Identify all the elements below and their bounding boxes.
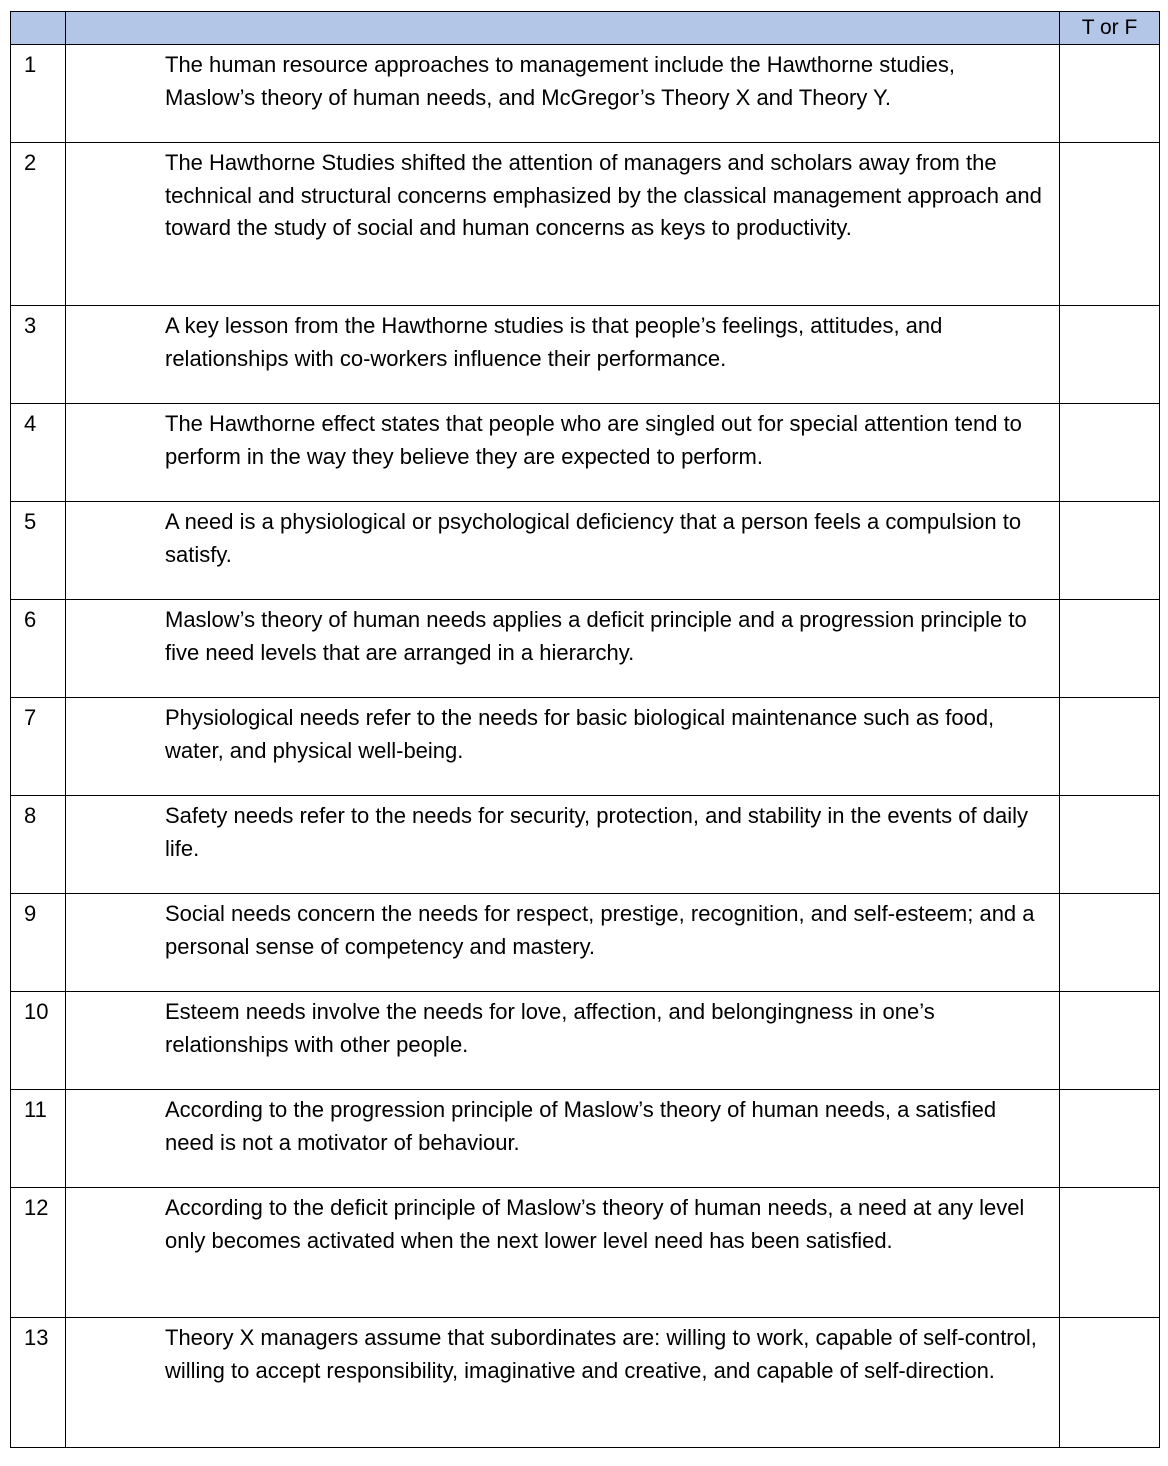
- table-row: [11, 1188, 1160, 1318]
- header-statement-cell: [66, 12, 1060, 45]
- row-number: 12: [11, 1188, 66, 1318]
- statement-text: Maslow’s theory of human needs applies a deficit principle and a progression principle to five need levels that are arranged in a hierarchy.: [66, 600, 1060, 698]
- answer-cell[interactable]: [1060, 1090, 1160, 1188]
- answer-cell[interactable]: [1060, 796, 1160, 894]
- row-number: 8: [11, 796, 66, 894]
- table-row: [11, 45, 1160, 143]
- table-row: [11, 1090, 1160, 1188]
- row-number: 5: [11, 502, 66, 600]
- statement-text: Esteem needs involve the needs for love, affection, and belongingness in one’s relationships with other people.: [66, 992, 1060, 1090]
- table-row: [11, 698, 1160, 796]
- answer-cell[interactable]: [1060, 45, 1160, 143]
- statement-text: The Hawthorne effect states that people who are singled out for special attention tend to perform in the way they believe they are expected to perform.: [66, 404, 1060, 502]
- answer-cell[interactable]: [1060, 992, 1160, 1090]
- answer-cell[interactable]: [1060, 1318, 1160, 1448]
- row-number: 10: [11, 992, 66, 1090]
- header-number-cell: [11, 12, 66, 45]
- statement-text: Safety needs refer to the needs for security, protection, and stability in the events of daily life.: [66, 796, 1060, 894]
- row-number: 3: [11, 306, 66, 404]
- statement-text: According to the progression principle of Maslow’s theory of human needs, a satisfied need is not a motivator of behaviour.: [66, 1090, 1060, 1188]
- answer-cell[interactable]: [1060, 404, 1160, 502]
- answer-cell[interactable]: [1060, 1188, 1160, 1318]
- row-number: 9: [11, 894, 66, 992]
- statement-text: According to the deficit principle of Maslow’s theory of human needs, a need at any level only becomes activated when the next lower level need has been satisfied.: [66, 1188, 1060, 1318]
- true-false-table: [10, 11, 1160, 1448]
- row-number: 4: [11, 404, 66, 502]
- table-row: [11, 1318, 1160, 1448]
- statement-text: Social needs concern the needs for respect, prestige, recognition, and self-esteem; and a personal sense of competency and mastery.: [66, 894, 1060, 992]
- statement-text: Physiological needs refer to the needs for basic biological maintenance such as food, water, and physical well-being.: [66, 698, 1060, 796]
- answer-cell[interactable]: [1060, 698, 1160, 796]
- statement-text: A key lesson from the Hawthorne studies is that people’s feelings, attitudes, and relationships with co-workers influence their performance.: [66, 306, 1060, 404]
- answer-cell[interactable]: [1060, 306, 1160, 404]
- table-row: [11, 894, 1160, 992]
- answer-cell[interactable]: [1060, 600, 1160, 698]
- statement-text: A need is a physiological or psychological deficiency that a person feels a compulsion to satisfy.: [66, 502, 1060, 600]
- statement-text: The human resource approaches to management include the Hawthorne studies, Maslow’s theory of human needs, and McGregor’s Theory X and Theory Y.: [66, 45, 1060, 143]
- answer-cell[interactable]: [1060, 143, 1160, 306]
- table-row: [11, 143, 1160, 306]
- statement-text: The Hawthorne Studies shifted the attention of managers and scholars away from the technical and structural concerns emphasized by the classical management approach and toward the study of social and human concerns as keys to productivity.: [66, 143, 1060, 306]
- header-row: [11, 12, 1160, 45]
- answer-cell[interactable]: [1060, 894, 1160, 992]
- table-row: [11, 306, 1160, 404]
- header-answer-cell: T or F: [1060, 12, 1160, 45]
- row-number: 2: [11, 143, 66, 306]
- table-row: [11, 796, 1160, 894]
- row-number: 6: [11, 600, 66, 698]
- table-row: [11, 502, 1160, 600]
- table-row: [11, 992, 1160, 1090]
- row-number: 13: [11, 1318, 66, 1448]
- row-number: 1: [11, 45, 66, 143]
- table-row: [11, 404, 1160, 502]
- answer-cell[interactable]: [1060, 502, 1160, 600]
- row-number: 11: [11, 1090, 66, 1188]
- row-number: 7: [11, 698, 66, 796]
- statement-text: Theory X managers assume that subordinates are: willing to work, capable of self-control, willing to accept responsibility, imaginative and creative, and capable of self-direction.: [66, 1318, 1060, 1448]
- table-row: [11, 600, 1160, 698]
